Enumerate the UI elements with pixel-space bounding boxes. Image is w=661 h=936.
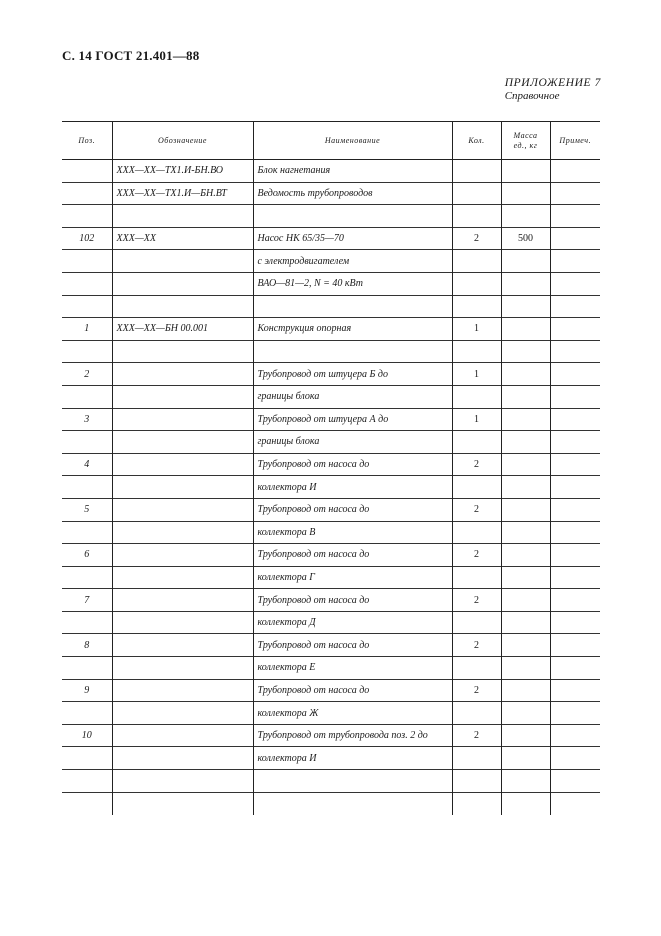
cell-note bbox=[550, 408, 600, 431]
cell-pos: 5 bbox=[84, 504, 90, 516]
table-row bbox=[62, 521, 600, 544]
cell-mass bbox=[501, 340, 550, 363]
cell-qty: 2 bbox=[452, 453, 501, 476]
cell-qty bbox=[452, 792, 501, 815]
cell-note bbox=[550, 634, 600, 657]
cell-pos bbox=[62, 182, 112, 205]
cell-pos bbox=[62, 476, 112, 499]
cell-note bbox=[550, 476, 600, 499]
appendix-title: ПРИЛОЖЕНИЕ 7 bbox=[504, 77, 601, 89]
table-row bbox=[62, 702, 600, 725]
page-header: С. 14 ГОСТ 21.401—88 bbox=[62, 48, 200, 63]
cell-qty bbox=[452, 747, 501, 770]
cell-name: Трубопровод от насоса до bbox=[253, 589, 452, 612]
cell-pos bbox=[62, 431, 112, 454]
cell-designation bbox=[112, 521, 253, 544]
cell-designation bbox=[112, 250, 253, 273]
cell-pos: 7 bbox=[84, 594, 90, 606]
cell-qty bbox=[452, 340, 501, 363]
table-row bbox=[62, 408, 600, 431]
cell-pos: 6 bbox=[84, 549, 90, 561]
cell-qty: 1 bbox=[452, 408, 501, 431]
cell-designation bbox=[112, 770, 253, 793]
cell-designation bbox=[112, 634, 253, 657]
header-designation: Обозначение bbox=[112, 122, 253, 160]
table-row bbox=[62, 453, 600, 476]
cell-designation bbox=[112, 363, 253, 386]
table-row bbox=[62, 747, 600, 770]
table-row bbox=[62, 657, 600, 680]
cell-note bbox=[550, 724, 600, 747]
cell-name: коллектора Д bbox=[253, 611, 452, 634]
header-pos: Поз. bbox=[78, 135, 96, 145]
cell-name: ВАО—81—2, N = 40 кВт bbox=[253, 272, 452, 295]
cell-qty: 2 bbox=[452, 544, 501, 567]
cell-name bbox=[253, 792, 452, 815]
cell-qty bbox=[452, 385, 501, 408]
cell-name: Блок нагнетания bbox=[253, 160, 452, 183]
cell-pos: 3 bbox=[84, 413, 90, 425]
cell-qty bbox=[452, 182, 501, 205]
cell-designation: XXX—XX—TX1.И-БН.ВО bbox=[112, 160, 253, 183]
cell-pos: 2 bbox=[84, 368, 90, 380]
cell-qty bbox=[452, 702, 501, 725]
cell-note bbox=[550, 521, 600, 544]
cell-note bbox=[550, 182, 600, 205]
table-row bbox=[62, 792, 600, 815]
cell-designation bbox=[112, 476, 253, 499]
cell-designation bbox=[112, 679, 253, 702]
table-row bbox=[62, 205, 600, 228]
header-qty: Кол. bbox=[452, 122, 501, 160]
cell-name bbox=[253, 770, 452, 793]
cell-name: Ведомость трубопроводов bbox=[253, 182, 452, 205]
cell-designation bbox=[112, 589, 253, 612]
cell-name: коллектора И bbox=[253, 747, 452, 770]
cell-qty bbox=[452, 770, 501, 793]
header-mass-line1: Масса bbox=[513, 130, 538, 140]
cell-qty: 2 bbox=[452, 724, 501, 747]
cell-note bbox=[550, 318, 600, 341]
cell-name bbox=[253, 205, 452, 228]
table-row bbox=[62, 160, 600, 183]
cell-mass bbox=[501, 385, 550, 408]
cell-pos: 8 bbox=[84, 639, 90, 651]
cell-qty bbox=[452, 431, 501, 454]
cell-mass bbox=[501, 318, 550, 341]
cell-designation bbox=[112, 205, 253, 228]
cell-designation bbox=[112, 408, 253, 431]
header-name: Наименование bbox=[253, 122, 452, 160]
cell-designation bbox=[112, 792, 253, 815]
cell-name bbox=[253, 340, 452, 363]
cell-note bbox=[550, 295, 600, 318]
cell-note bbox=[550, 250, 600, 273]
cell-note bbox=[550, 544, 600, 567]
cell-name: с электродвигателем bbox=[253, 250, 452, 273]
cell-mass bbox=[501, 408, 550, 431]
cell-pos bbox=[62, 747, 112, 770]
cell-pos bbox=[62, 792, 112, 815]
cell-designation bbox=[112, 272, 253, 295]
cell-note bbox=[550, 363, 600, 386]
table-row bbox=[62, 724, 600, 747]
cell-designation: XXX—XX—БН 00.001 bbox=[112, 318, 253, 341]
cell-pos bbox=[62, 205, 112, 228]
cell-qty bbox=[452, 657, 501, 680]
cell-qty bbox=[452, 521, 501, 544]
table-row bbox=[62, 363, 600, 386]
cell-pos bbox=[62, 385, 112, 408]
table-row bbox=[62, 611, 600, 634]
cell-mass bbox=[501, 250, 550, 273]
cell-qty: 1 bbox=[452, 318, 501, 341]
cell-pos: 102 bbox=[79, 233, 95, 245]
table-row bbox=[62, 385, 600, 408]
cell-designation: XXX—XX—TX1.И—БН.ВТ bbox=[112, 182, 253, 205]
table-row bbox=[62, 476, 600, 499]
table-row bbox=[62, 634, 600, 657]
cell-qty bbox=[452, 611, 501, 634]
cell-note bbox=[550, 770, 600, 793]
table-row bbox=[62, 250, 600, 273]
cell-note bbox=[550, 205, 600, 228]
cell-mass bbox=[501, 566, 550, 589]
cell-note bbox=[550, 611, 600, 634]
table-row bbox=[62, 340, 600, 363]
cell-mass bbox=[501, 205, 550, 228]
cell-note bbox=[550, 792, 600, 815]
cell-qty: 2 bbox=[452, 589, 501, 612]
table-row bbox=[62, 589, 600, 612]
cell-designation bbox=[112, 724, 253, 747]
cell-mass bbox=[501, 634, 550, 657]
table-row bbox=[62, 770, 600, 793]
cell-pos bbox=[62, 160, 112, 183]
cell-designation bbox=[112, 340, 253, 363]
cell-name: Конструкция опорная bbox=[253, 318, 452, 341]
cell-note bbox=[550, 702, 600, 725]
cell-note bbox=[550, 453, 600, 476]
cell-note bbox=[550, 272, 600, 295]
cell-designation bbox=[112, 385, 253, 408]
cell-qty: 2 bbox=[452, 498, 501, 521]
cell-qty: 2 bbox=[452, 679, 501, 702]
cell-pos bbox=[62, 272, 112, 295]
cell-pos bbox=[62, 566, 112, 589]
cell-qty bbox=[452, 272, 501, 295]
cell-designation bbox=[112, 747, 253, 770]
cell-pos bbox=[62, 340, 112, 363]
cell-mass bbox=[501, 747, 550, 770]
cell-mass bbox=[501, 295, 550, 318]
cell-name: Трубопровод от насоса до bbox=[253, 453, 452, 476]
cell-name: коллектора Е bbox=[253, 657, 452, 680]
cell-pos bbox=[62, 295, 112, 318]
cell-mass bbox=[501, 657, 550, 680]
cell-designation bbox=[112, 544, 253, 567]
table-row bbox=[62, 566, 600, 589]
cell-note bbox=[550, 679, 600, 702]
cell-name: Трубопровод от насоса до bbox=[253, 679, 452, 702]
cell-mass bbox=[501, 611, 550, 634]
appendix-subtitle: Справочное bbox=[504, 90, 560, 102]
cell-pos bbox=[62, 250, 112, 273]
cell-pos: 4 bbox=[84, 459, 90, 471]
cell-mass bbox=[501, 702, 550, 725]
cell-note bbox=[550, 227, 600, 250]
cell-mass bbox=[501, 770, 550, 793]
cell-designation bbox=[112, 498, 253, 521]
table-row bbox=[62, 182, 600, 205]
cell-qty bbox=[452, 205, 501, 228]
cell-mass bbox=[501, 544, 550, 567]
cell-mass: 500 bbox=[501, 227, 550, 250]
table-header-row bbox=[62, 122, 600, 160]
cell-designation bbox=[112, 566, 253, 589]
cell-note bbox=[550, 340, 600, 363]
cell-name: коллектора И bbox=[253, 476, 452, 499]
table-row bbox=[62, 295, 600, 318]
appendix-label bbox=[505, 77, 601, 103]
cell-name: Трубопровод от штуцера А до bbox=[253, 408, 452, 431]
cell-name: Насос НК 65/35—70 bbox=[253, 227, 452, 250]
cell-mass bbox=[501, 160, 550, 183]
cell-note bbox=[550, 498, 600, 521]
specification-table bbox=[62, 121, 600, 815]
table-row bbox=[62, 679, 600, 702]
cell-designation bbox=[112, 453, 253, 476]
cell-note bbox=[550, 566, 600, 589]
cell-qty bbox=[452, 160, 501, 183]
cell-mass bbox=[501, 724, 550, 747]
cell-qty bbox=[452, 566, 501, 589]
cell-note bbox=[550, 589, 600, 612]
cell-pos bbox=[62, 657, 112, 680]
cell-name: коллектора В bbox=[253, 521, 452, 544]
cell-mass bbox=[501, 182, 550, 205]
cell-name: коллектора Ж bbox=[253, 702, 452, 725]
cell-mass bbox=[501, 679, 550, 702]
cell-name: границы блока bbox=[253, 385, 452, 408]
header-mass bbox=[501, 122, 550, 160]
table-row bbox=[62, 498, 600, 521]
cell-pos: 10 bbox=[81, 730, 92, 742]
cell-qty: 1 bbox=[452, 363, 501, 386]
cell-note bbox=[550, 385, 600, 408]
cell-name: Трубопровод от насоса до bbox=[253, 634, 452, 657]
cell-name: Трубопровод от трубопровода поз. 2 до bbox=[253, 724, 452, 747]
cell-pos: 9 bbox=[84, 684, 90, 696]
cell-mass bbox=[501, 521, 550, 544]
cell-designation bbox=[112, 295, 253, 318]
cell-pos bbox=[62, 770, 112, 793]
table-row bbox=[62, 544, 600, 567]
cell-mass bbox=[501, 792, 550, 815]
table-row bbox=[62, 431, 600, 454]
cell-note bbox=[550, 431, 600, 454]
cell-pos bbox=[62, 702, 112, 725]
cell-name: Трубопровод от насоса до bbox=[253, 498, 452, 521]
cell-name: коллектора Г bbox=[253, 566, 452, 589]
cell-designation bbox=[112, 657, 253, 680]
cell-name: границы блока bbox=[253, 431, 452, 454]
cell-designation bbox=[112, 431, 253, 454]
cell-qty bbox=[452, 250, 501, 273]
cell-designation: XXX—XX bbox=[112, 227, 253, 250]
header-note: Примеч. bbox=[550, 122, 600, 160]
cell-pos bbox=[62, 521, 112, 544]
cell-mass bbox=[501, 363, 550, 386]
cell-mass bbox=[501, 453, 550, 476]
cell-qty: 2 bbox=[452, 227, 501, 250]
header-mass-line2: ед., кг bbox=[513, 140, 538, 150]
table-row bbox=[62, 318, 600, 341]
cell-note bbox=[550, 747, 600, 770]
cell-designation bbox=[112, 702, 253, 725]
cell-designation bbox=[112, 611, 253, 634]
cell-qty: 2 bbox=[452, 634, 501, 657]
cell-name bbox=[253, 295, 452, 318]
cell-name: Трубопровод от насоса до bbox=[253, 544, 452, 567]
table-row bbox=[62, 272, 600, 295]
cell-pos bbox=[62, 611, 112, 634]
cell-name: Трубопровод от штуцера Б до bbox=[253, 363, 452, 386]
cell-mass bbox=[501, 498, 550, 521]
cell-pos: 1 bbox=[84, 323, 90, 335]
cell-qty bbox=[452, 476, 501, 499]
cell-note bbox=[550, 657, 600, 680]
cell-mass bbox=[501, 431, 550, 454]
cell-note bbox=[550, 160, 600, 183]
cell-qty bbox=[452, 295, 501, 318]
cell-mass bbox=[501, 476, 550, 499]
table-row bbox=[62, 227, 600, 250]
cell-mass bbox=[501, 589, 550, 612]
cell-mass bbox=[501, 272, 550, 295]
